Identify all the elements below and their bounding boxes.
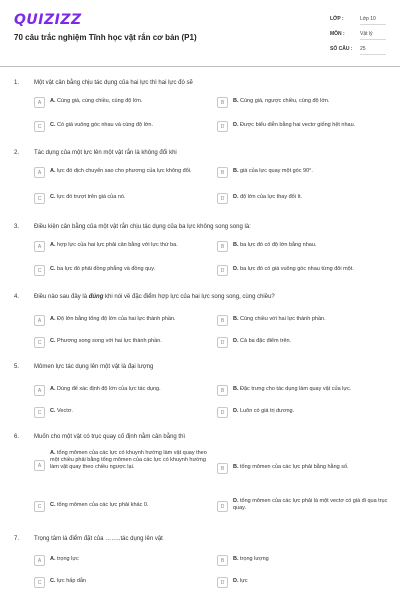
option-text (50, 386, 214, 393)
option-d[interactable] (217, 334, 397, 354)
option-key-box[interactable]: D (217, 337, 228, 348)
option-label: Cùng chiều với hai lực thành phần. (240, 316, 326, 322)
option-text (50, 556, 214, 563)
question-text: Điều kiện cân bằng của một vật rắn chịu tác dụng của ba lực không song song là: (34, 224, 251, 230)
option-d[interactable] (217, 574, 397, 594)
option-d[interactable] (217, 262, 397, 282)
option-label: Độ lớn bằng tổng độ lớn của hai lực thành phần. (57, 316, 176, 322)
question-text: Mômen lực tác dụng lên một vật là đại lượng (34, 364, 154, 370)
header-divider (0, 66, 400, 67)
option-a[interactable] (34, 552, 214, 572)
option-label: trọng lực (57, 556, 79, 562)
option-key-box[interactable]: D (217, 193, 228, 204)
option-text (233, 316, 397, 323)
option-label: hợp lực của hai lực phải cân bằng với lực thứ ba. (57, 242, 178, 248)
option-letter: D. (233, 122, 239, 128)
option-letter: A. (50, 316, 56, 322)
option-label: tổng mômen của các lực có khuynh hướng làm vật quay theo một chiều phải bằng tổng mômen của các lực có khuynh hướng làm vật quay theo chiều ngược lại. (50, 450, 207, 470)
option-text (50, 408, 214, 415)
option-label: ba lực đó có giá vuông góc nhau từng đôi một. (240, 266, 354, 272)
option-text (233, 168, 397, 175)
option-letter: D. (233, 194, 239, 200)
option-c[interactable] (34, 334, 214, 354)
option-letter: C. (50, 408, 56, 414)
option-letter: D. (233, 498, 239, 504)
option-label: Cả ba đặc điểm trên. (240, 338, 292, 344)
option-letter: C. (50, 338, 56, 344)
option-text (233, 266, 397, 273)
question-text: Muốn cho một vật có trục quay cố định nằm cân bằng thì (34, 434, 186, 440)
question-number: 5. (14, 364, 20, 370)
option-b[interactable] (217, 238, 397, 258)
option-key-box[interactable]: A (34, 460, 45, 471)
option-letter: A. (50, 168, 56, 174)
option-label: Vectơ. (57, 408, 73, 414)
option-label: tổng mômen của các lực phải khác 0. (57, 502, 149, 508)
option-key-box[interactable]: C (34, 121, 45, 132)
option-c[interactable] (34, 404, 214, 424)
question-count-label: SỐ CÂU : (330, 46, 353, 52)
option-label: độ lớn của lực thay đổi ít. (240, 194, 303, 200)
question-text (34, 294, 275, 300)
question-number: 7. (14, 536, 20, 542)
option-text (50, 242, 214, 249)
question-number: 1. (14, 80, 20, 86)
option-a[interactable] (34, 312, 214, 332)
option-key-box[interactable]: C (34, 407, 45, 418)
question-number: 6. (14, 434, 20, 440)
option-text (233, 578, 397, 585)
option-text (50, 98, 214, 105)
option-key-box[interactable]: C (34, 501, 45, 512)
question-number: 3. (14, 224, 20, 230)
option-text (233, 122, 397, 129)
option-text (233, 338, 397, 345)
option-text (50, 578, 214, 585)
option-text (50, 316, 214, 323)
option-letter: D. (233, 408, 239, 414)
question-text-emphasis: đúng (88, 294, 104, 300)
option-label: Phương song song với hai lực thành phần. (57, 338, 162, 344)
option-letter: B. (233, 242, 239, 248)
option-label: ba lực đó có độ lớn bằng nhau. (240, 242, 317, 248)
option-letter: C. (50, 266, 56, 272)
option-label: Cùng giá, ngược chiều, cùng độ lớn. (240, 98, 330, 104)
option-letter: A. (50, 450, 56, 456)
option-letter: C. (50, 502, 56, 508)
question-text-end: khi nói về đặc điểm hợp lực của hai lực song song, cùng chiều? (103, 294, 275, 300)
option-key-box[interactable]: D (217, 577, 228, 588)
option-letter: D. (233, 338, 239, 344)
option-label: lực đó trượt trên giá của nó. (57, 194, 126, 200)
option-key-box[interactable]: D (217, 501, 228, 512)
option-label: giá của lực quay một góc 90°. (240, 168, 313, 174)
option-text (233, 242, 397, 249)
option-key-box[interactable]: A (34, 555, 45, 566)
option-label: tổng mômen của các lực phải bằng hằng số. (240, 464, 349, 470)
option-key-box[interactable]: D (217, 407, 228, 418)
option-label: trọng lượng (240, 556, 269, 562)
option-letter: B. (233, 168, 239, 174)
option-a[interactable] (34, 164, 214, 184)
option-letter: C. (50, 194, 56, 200)
option-label: Luôn có giá trị dương. (240, 408, 295, 414)
option-a[interactable] (34, 94, 214, 114)
option-letter: C. (50, 578, 56, 584)
option-a[interactable] (34, 238, 214, 258)
option-key-box[interactable]: A (34, 385, 45, 396)
option-key-box[interactable]: B (217, 555, 228, 566)
option-text (50, 502, 214, 509)
option-label: Dùng để xác định độ lớn của lực tác dụng. (57, 386, 161, 392)
option-letter: A. (50, 98, 56, 104)
option-b[interactable] (217, 552, 397, 572)
option-key-box[interactable]: A (34, 97, 45, 108)
option-label: Được biểu diễn bằng hai vectơ giống hệt nhau. (240, 122, 356, 128)
option-key-box[interactable]: B (217, 463, 228, 474)
option-text (233, 556, 397, 563)
option-d[interactable] (217, 118, 397, 138)
quizizz-logo: QUIZIZZ (14, 12, 82, 28)
class-label: LỚP : (330, 16, 344, 22)
question-text: Một vật cân bằng chịu tác dụng của hai lực thì hai lực đó sẽ (34, 80, 193, 86)
question-number: 4. (14, 294, 20, 300)
option-text (50, 338, 214, 345)
option-text (233, 498, 397, 512)
option-label: Cùng giá, cùng chiều, cùng độ lớn. (57, 98, 143, 104)
option-letter: A. (50, 556, 56, 562)
option-c[interactable] (34, 118, 214, 138)
option-letter: C. (50, 122, 56, 128)
option-letter: B. (233, 556, 239, 562)
option-text (233, 408, 397, 415)
option-text (233, 386, 397, 393)
option-letter: A. (50, 386, 56, 392)
option-text (50, 194, 214, 201)
option-label: tổng mômen của các lực phải là một vectơ có giá đi qua trục quay. (233, 498, 388, 511)
option-d[interactable] (217, 190, 397, 210)
option-label: ba lực đó phải đồng phẳng và đồng quy. (57, 266, 156, 272)
question-text-start: Điều nào sau đây là (34, 294, 89, 300)
option-key-box[interactable]: C (34, 193, 45, 204)
question-count-value: 25 (360, 46, 386, 55)
option-c[interactable] (34, 498, 214, 518)
option-key-box[interactable]: D (217, 265, 228, 276)
option-letter: B. (233, 98, 239, 104)
option-text (50, 450, 214, 471)
option-c[interactable] (34, 262, 214, 282)
option-letter: B. (233, 464, 239, 470)
option-letter: D. (233, 266, 239, 272)
question-number: 2. (14, 150, 20, 156)
option-a[interactable] (34, 382, 214, 402)
option-key-box[interactable]: B (217, 97, 228, 108)
option-key-box[interactable]: A (34, 167, 45, 178)
option-label: lực đó dịch chuyển sao cho phương của lực không đổi. (57, 168, 192, 174)
option-b[interactable] (217, 94, 397, 114)
option-letter: B. (233, 386, 239, 392)
option-b[interactable] (217, 460, 397, 480)
option-key-box[interactable]: C (34, 265, 45, 276)
option-letter: A. (50, 242, 56, 248)
option-b[interactable] (217, 382, 397, 402)
option-key-box[interactable]: B (217, 385, 228, 396)
question-text: Tác dụng của một lực lên một vật rắn là không đổi khi (34, 150, 177, 156)
option-key-box[interactable]: D (217, 121, 228, 132)
option-text (233, 464, 397, 471)
option-c[interactable] (34, 574, 214, 594)
subject-label: MÔN : (330, 31, 345, 37)
option-text (50, 266, 214, 273)
option-d[interactable] (217, 404, 397, 424)
option-key-box[interactable]: C (34, 337, 45, 348)
option-letter: D. (233, 578, 239, 584)
question-text: Trọng tâm là điểm đặt của ……..tác dụng lên vật (34, 536, 163, 542)
option-letter: B. (233, 316, 239, 322)
option-key-box[interactable]: A (34, 315, 45, 326)
option-b[interactable] (217, 164, 397, 184)
option-text (50, 122, 214, 129)
option-key-box[interactable]: C (34, 577, 45, 588)
option-label: Có giá vuông góc nhau và cùng độ lớn. (57, 122, 153, 128)
subject-value: Vật lý (360, 31, 386, 40)
page-title: 70 câu trắc nghiệm Tĩnh học vật rắn cơ bản (P1) (14, 33, 197, 42)
option-c[interactable] (34, 190, 214, 210)
option-key-box[interactable]: A (34, 241, 45, 252)
option-key-box[interactable]: B (217, 241, 228, 252)
option-key-box[interactable]: B (217, 167, 228, 178)
option-key-box[interactable]: B (217, 315, 228, 326)
option-label: lực hấp dẫn (57, 578, 87, 584)
option-text (233, 98, 397, 105)
class-value: Lớp 10 (360, 16, 386, 25)
option-label: lực (240, 578, 248, 584)
option-text (233, 194, 397, 201)
option-a[interactable] (34, 448, 214, 488)
worksheet-header (0, 0, 400, 62)
option-d[interactable] (217, 496, 397, 518)
option-label: Đặc trưng cho tác dụng làm quay vật của lực. (240, 386, 352, 392)
option-b[interactable] (217, 312, 397, 332)
option-text (50, 168, 214, 175)
